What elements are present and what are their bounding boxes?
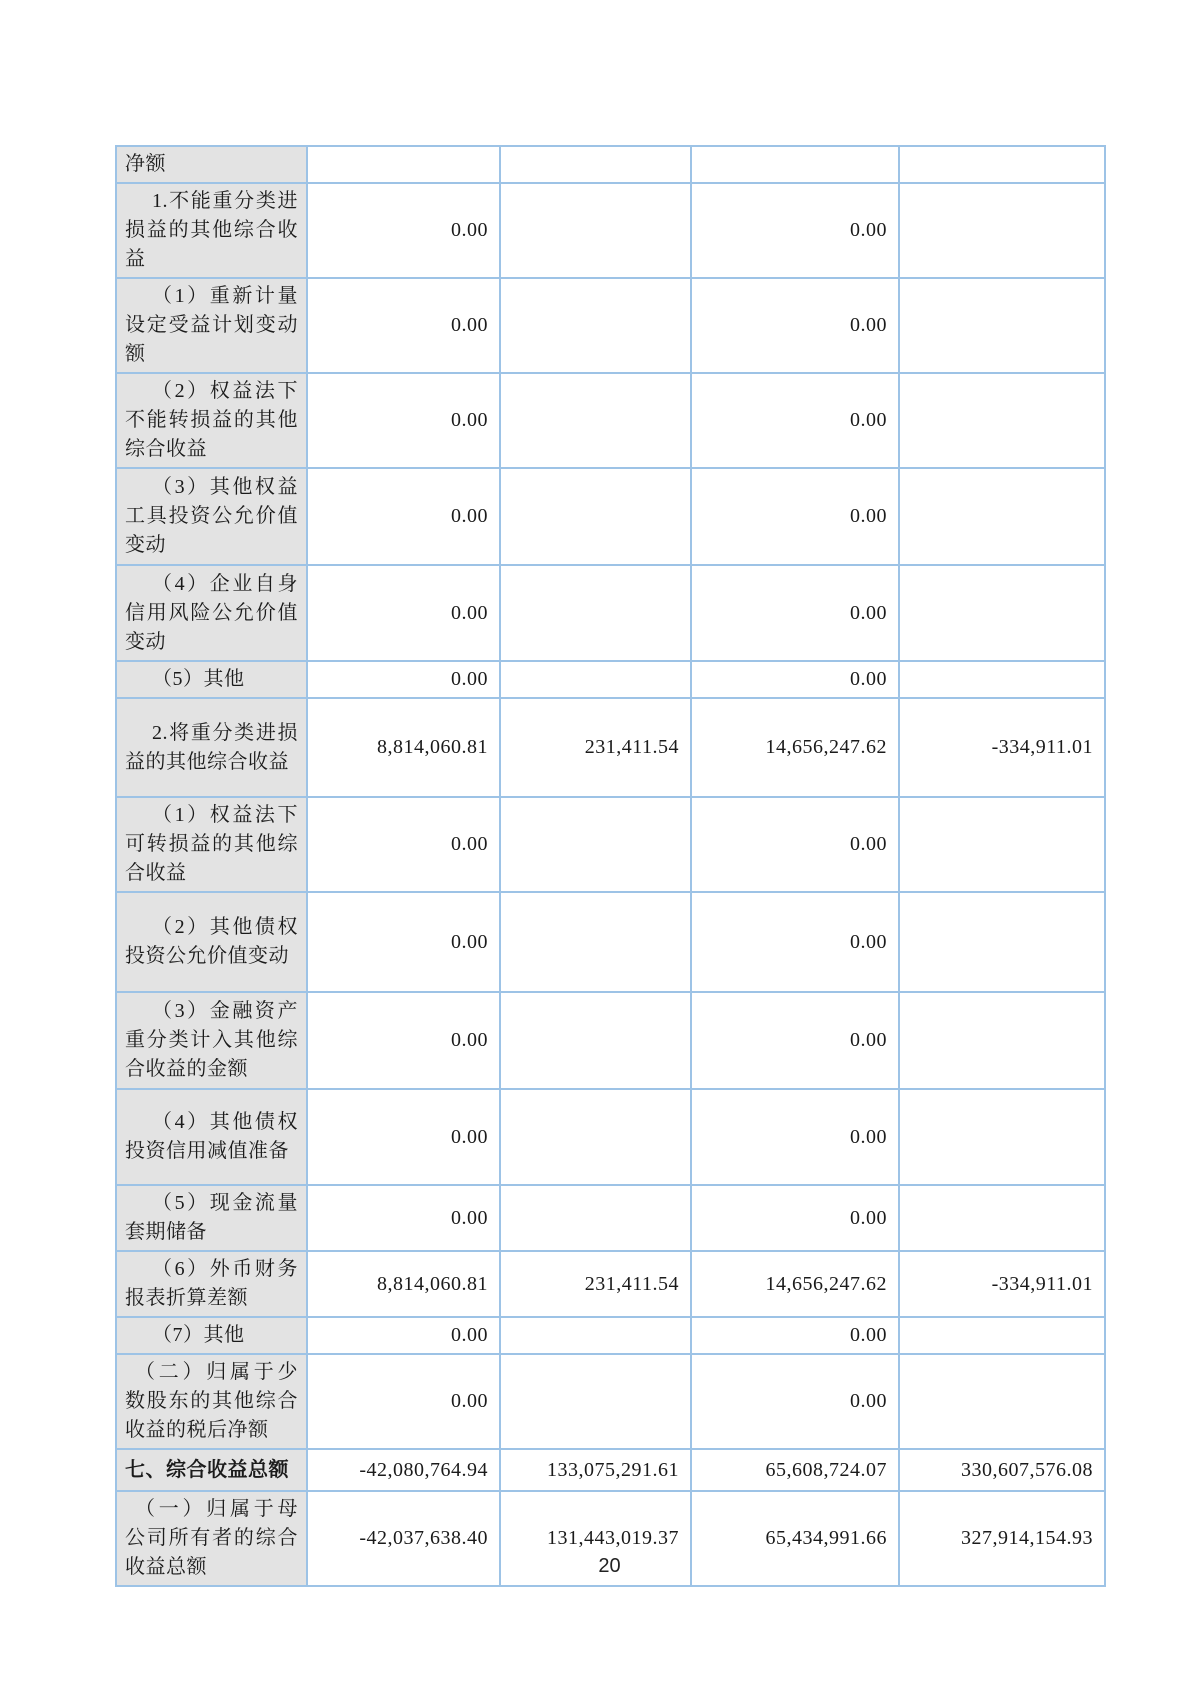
cell-value: 0.00 <box>691 468 899 565</box>
cell-value: 0.00 <box>691 1185 899 1251</box>
cell-value: 0.00 <box>307 1089 500 1185</box>
cell-value <box>899 468 1105 565</box>
table-row <box>116 468 1105 565</box>
row-label: 净额 <box>116 146 307 183</box>
cell-value: -334,911.01 <box>899 1251 1105 1317</box>
cell-value: 65,608,724.07 <box>691 1449 899 1491</box>
cell-value <box>500 1317 691 1354</box>
table-row <box>116 1449 1105 1491</box>
cell-value <box>899 1089 1105 1185</box>
row-label: （5）现金流量套期储备 <box>116 1185 307 1251</box>
row-label: （4）企业自身信用风险公允价值变动 <box>116 565 307 661</box>
cell-value: 0.00 <box>691 183 899 278</box>
cell-value: 0.00 <box>691 565 899 661</box>
cell-value <box>899 1354 1105 1449</box>
cell-value <box>899 661 1105 698</box>
cell-value <box>899 146 1105 183</box>
table-row <box>116 797 1105 892</box>
cell-value <box>691 146 899 183</box>
cell-value <box>500 1089 691 1185</box>
cell-value <box>899 373 1105 468</box>
table-body <box>116 146 1105 1586</box>
cell-value <box>500 278 691 373</box>
cell-value: 0.00 <box>691 797 899 892</box>
row-label: （二）归属于少数股东的其他综合收益的税后净额 <box>116 1354 307 1449</box>
cell-value: 231,411.54 <box>500 698 691 797</box>
cell-value: 0.00 <box>307 183 500 278</box>
cell-value: 131,443,019.37 <box>500 1491 691 1586</box>
table-row <box>116 1251 1105 1317</box>
table-row <box>116 992 1105 1089</box>
cell-value <box>500 797 691 892</box>
cell-value: 0.00 <box>691 373 899 468</box>
cell-value: 14,656,247.62 <box>691 698 899 797</box>
cell-value: 0.00 <box>307 892 500 992</box>
cell-value: 0.00 <box>307 1354 500 1449</box>
row-label: （1）权益法下可转损益的其他综合收益 <box>116 797 307 892</box>
cell-value <box>307 146 500 183</box>
cell-value: 231,411.54 <box>500 1251 691 1317</box>
cell-value <box>500 892 691 992</box>
cell-value <box>500 1354 691 1449</box>
row-label: （7）其他 <box>116 1317 307 1354</box>
cell-value <box>500 565 691 661</box>
row-label: （3）金融资产重分类计入其他综合收益的金额 <box>116 992 307 1089</box>
comprehensive-income-table <box>115 145 1106 1587</box>
cell-value <box>899 278 1105 373</box>
table-row <box>116 278 1105 373</box>
row-label: （2）其他债权投资公允价值变动 <box>116 892 307 992</box>
cell-value <box>899 565 1105 661</box>
cell-value: 0.00 <box>691 278 899 373</box>
row-label: （一）归属于母公司所有者的综合收益总额 <box>116 1491 307 1586</box>
cell-value: 8,814,060.81 <box>307 1251 500 1317</box>
row-label: 1.不能重分类进损益的其他综合收益 <box>116 183 307 278</box>
row-label: （5）其他 <box>116 661 307 698</box>
cell-value: 8,814,060.81 <box>307 698 500 797</box>
cell-value: 0.00 <box>307 661 500 698</box>
table-row <box>116 565 1105 661</box>
row-label: 七、综合收益总额 <box>116 1449 307 1491</box>
cell-value <box>899 183 1105 278</box>
cell-value: 327,914,154.93 <box>899 1491 1105 1586</box>
cell-value: 0.00 <box>307 278 500 373</box>
cell-value: 0.00 <box>307 797 500 892</box>
cell-value <box>899 1185 1105 1251</box>
row-label: （6）外币财务报表折算差额 <box>116 1251 307 1317</box>
row-label: （4）其他债权投资信用减值准备 <box>116 1089 307 1185</box>
cell-value <box>899 892 1105 992</box>
table-row <box>116 661 1105 698</box>
cell-value: 0.00 <box>307 565 500 661</box>
cell-value: -334,911.01 <box>899 698 1105 797</box>
cell-value <box>500 1185 691 1251</box>
cell-value: 0.00 <box>691 892 899 992</box>
cell-value <box>500 146 691 183</box>
table-row <box>116 373 1105 468</box>
page-number: 20 <box>598 1555 621 1577</box>
cell-value <box>899 797 1105 892</box>
table-row <box>116 892 1105 992</box>
table-row <box>116 1317 1105 1354</box>
cell-value: -42,080,764.94 <box>307 1449 500 1491</box>
cell-value: 65,434,991.66 <box>691 1491 899 1586</box>
table-row <box>116 1185 1105 1251</box>
cell-value: -42,037,638.40 <box>307 1491 500 1586</box>
cell-value <box>500 468 691 565</box>
cell-value: 0.00 <box>307 1185 500 1251</box>
cell-value: 14,656,247.62 <box>691 1251 899 1317</box>
row-label: （3）其他权益工具投资公允价值变动 <box>116 468 307 565</box>
row-label: （1）重新计量设定受益计划变动额 <box>116 278 307 373</box>
table-row <box>116 698 1105 797</box>
table-row <box>116 183 1105 278</box>
table-row <box>116 1089 1105 1185</box>
cell-value <box>500 373 691 468</box>
row-label: （2）权益法下不能转损益的其他综合收益 <box>116 373 307 468</box>
cell-value: 133,075,291.61 <box>500 1449 691 1491</box>
cell-value <box>500 661 691 698</box>
cell-value: 0.00 <box>691 992 899 1089</box>
cell-value: 0.00 <box>691 1354 899 1449</box>
cell-value: 330,607,576.08 <box>899 1449 1105 1491</box>
cell-value: 0.00 <box>307 1317 500 1354</box>
cell-value: 0.00 <box>307 373 500 468</box>
cell-value: 0.00 <box>307 992 500 1089</box>
cell-value: 0.00 <box>691 1089 899 1185</box>
cell-value: 0.00 <box>691 661 899 698</box>
cell-value <box>899 992 1105 1089</box>
cell-value: 0.00 <box>691 1317 899 1354</box>
table-row <box>116 146 1105 183</box>
table-row <box>116 1354 1105 1449</box>
cell-value <box>899 1317 1105 1354</box>
cell-value <box>500 183 691 278</box>
row-label: 2.将重分类进损益的其他综合收益 <box>116 698 307 797</box>
cell-value: 0.00 <box>307 468 500 565</box>
cell-value <box>500 992 691 1089</box>
